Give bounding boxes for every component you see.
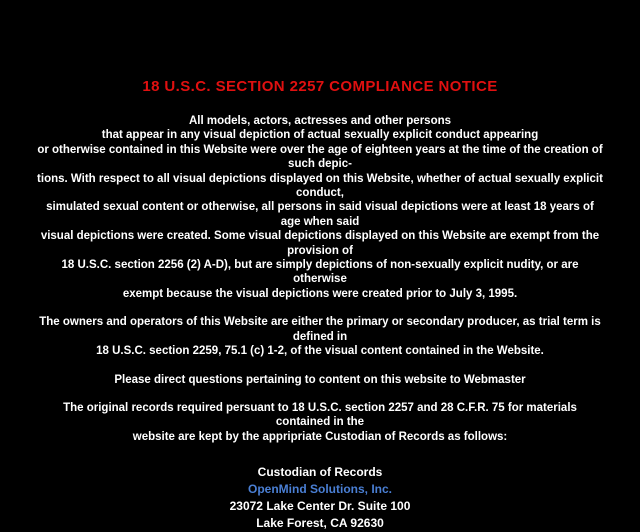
paragraph4-line2: website are kept by the appripriate Custodian of Records as follows: [132,430,508,443]
paragraph2-line2: 18 U.S.C. section 2259, 75.1 (c) 1-2, of the visual content contained in the Website. [96,345,544,358]
paragraph1-line2: that appear in any visual depiction of actual sexually explicit conduct appearing [101,129,539,142]
custodian-address-line1: 23072 Lake Center Dr. Suite 100 [229,499,411,514]
paragraph4-line1: The original records required persuant to 18 U.S.C. section 2257 and 28 C.F.R. 75 for materials contained in the [63,401,577,429]
paragraph1-line6: visual depictions were created. Some visual depictions displayed on this Website are exempt from the provision of [40,230,600,257]
paragraph-age-verification [35,114,605,301]
paragraph1-line7: 18 U.S.C. section 2256 (2) A-D), but are simply depictions of non-sexually explicit nudity, or are otherwise [61,259,579,286]
paragraph1-line5: simulated sexual content or otherwise, all persons in said visual depictions were at least 18 years of age when said [46,201,594,228]
paragraph-contact-webmaster [35,373,605,387]
paragraph1-line3: or otherwise contained in this Website were over the age of eighteen years at the time of the creation of such depic- [37,143,603,171]
paragraph-records-location [35,401,605,444]
paragraph3-line1: Please direct questions pertaining to content on this website to Webmaster [114,373,526,386]
custodian-heading: Custodian of Records [257,465,383,480]
custodian-address-line2: Lake Forest, CA 92630 [256,516,384,531]
page-title: 18 U.S.C. SECTION 2257 COMPLIANCE NOTICE [142,78,498,95]
paragraph-producer-definition [35,315,605,358]
paragraph1-line8: exempt because the visual depictions were created prior to July 3, 1995. [122,287,518,300]
paragraph1-line1: All models, actors, actresses and other persons [188,115,452,127]
notice-content [0,78,640,532]
paragraph1-line4: tions. With respect to all visual depictions displayed on this Website, whether of actual sexually explicit conduct, [37,172,603,200]
custodian-company-name: OpenMind Solutions, Inc. [248,482,392,497]
custodian-of-records-block [0,464,640,532]
paragraph2-line1: The owners and operators of this Website are either the primary or secondary producer, as trial term is defined in [39,316,601,343]
